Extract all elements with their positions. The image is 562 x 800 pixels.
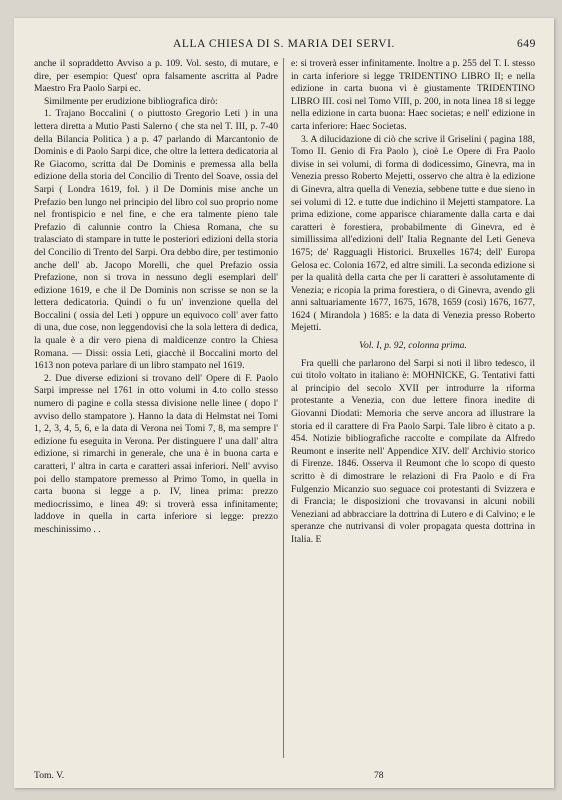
running-title: ALLA CHIESA DI S. MARIA DEI SERVI. xyxy=(172,38,395,50)
column-rule xyxy=(283,58,284,758)
right-column xyxy=(291,58,535,547)
running-head xyxy=(14,38,554,52)
paragraph: anche il sopraddetto Avviso a p. 109. Vol. sesto, di mutare, e dire, per esempio: Quest' opra falsamente ascritta al Padre Maestro Fra Paolo Sarpi ec. xyxy=(34,58,278,95)
paragraph: 1. Trajano Boccalini ( o piuttosto Gregorio Leti ) in una lettera diretta a Mutio Pasti Salerno ( che sta nel T. III, p. 7-40 della Bilancia Politica ) a p. 47 parlando di Marcantonio de Dominis e di Paolo Sarpi dice, che oltre la lettera dedicatoria al Re Giacomo, scritta dal De Dominis e premessa alla bella edizione della storia del Concilio di Trento del Soave, ossia del Sarpi ( Londra 1619, fol. ) il De Dominis mise anche un Prefazio ben lungo nel principio del libro col suo proprio nome nel frontispicio e nel fine, e che era talmente pieno tale Prefazio di calunnie contro la Chiesa Romana, che su tralasciato di stampare in tutte le posteriori edizioni della storia del Concilio di Trento del Sarpi. Ora debbo dire, per testimonio anche dell' ab. Jacopo Morelli, che quel Prefazio ossia Prefazione, non si trova in nessuno degli esemplari dell' edizione 1619, e che il De Dominis non scrisse se non se la lettera dedicatoria. Quindi o fu un' invenzione quella del Boccalini ( ossia del Leti ) oppure un equivoco coll' aver fatto di una, due cose, non leggendovisi che la sola lettera di dedica, la quale è a dir vero piena di maldicenze contro la Chiesa Romana. — Dissi: ossia Leti, giacchè il Boccalini morto del 1613 non poteva parlare di un libro stampato nel 1619. xyxy=(34,108,278,372)
section-subheading: Vol. I, p. 92, colonna prima. xyxy=(359,340,467,352)
paragraph: 2. Due diverse edizioni si trovano dell' Opere di F. Paolo Sarpi impresse nel 1761 in otto volumi in 4.to collo stesso numero di pagine e colla stessa divisione nelle linee ( dopo l' avviso dello stampatore ). Hanno la data di Helmstat nei Tomi 1, 2, 3, 4, 5, 6, e la data di Verona nei Tomi 7, 8, ma sempre l' edizione fu eseguita in Verona. Per distinguere l' una dall' altra edizione, si rimarchi in generale, che una è in buona carta e caratteri, l' altra in carta e caratteri assai inferiori. Nell' avviso poi dello stampatore premesso al Primo Tomo, in quella in carta buona si legge a p. IV, linea prima: prezzo mediocrissimo, e linea 49: si troverà essa infinitamente; laddove in quella in carta inferiore si legge: prezzo meschinissimo . . xyxy=(34,372,278,535)
signature-mark: Tom. V. xyxy=(34,770,65,781)
page-number: 649 xyxy=(516,38,536,50)
left-column xyxy=(34,58,278,537)
paragraph: Similmente per erudizione bibliografica dirò: xyxy=(44,95,218,107)
paragraph: Fra quelli che parlarono del Sarpi si noti il libro tedesco, il cui titolo voltato in italiano è: MOHNICKE, G. Tentativi fatti al principio del secolo XVII per introdurre la riforma protestante a Venezia, con due lettere finora inedite di Giovanni Diodati: Memoria che serve ancora ad illustrare la storia ed il carattere di Fra Paolo Sarpi. Tale libro è citato a p. 454. Notizie bibliografiche raccolte e compilate da Alfredo Reumont e inserite nell' Appendice XIV. dell' Archivio storico di Firenze. 1846. Osserva il Reumont che lo scopo di questo scritto è di dimostrare le relazioni di Fra Paolo e di Fra Fulgenzio Micanzio suo seguace coi protestanti di Svizzera e di Francia; le disposizioni che trovavansi in alcuni nobili Veneziani ad abbracciare la dottrina di Lutero e di Calvino; e le speranze che nutrivansi di voler propagata questa dottrina in Italia. E xyxy=(291,357,535,545)
sheet-number: 78 xyxy=(374,770,384,781)
paragraph: 3. A dilucidazione di ciò che scrive il Griselini ( pagina 188, Tomo II. Genio di Fra Paolo ), cioè Le Opere di Fra Paolo divise in sei volumi, di forma di dodicessimo, Ginevra, ma in Venezia presso Roberto Mejetti, osservo che altra è la edizione di Ginevra, altra quella di Venezia, sebbene tutte e due sieno in sei volumi di 12. e tutte due indichino il Mejetti stampatore. La prima edizione, come appariscе chiaramente dalla carta e dai caratteri è forestiera, probabilmente di Ginevra, ed è simillissima all'edizioni dell' Italia Regnante del Leti Geneva 1675; de' Ragguagli Historici. Bruxelles 1674; dell' Europa Gelosa ec. Colonia 1672, ed altre simili. La seconda edizione si per la qualità della carta che per li caratteri è assolutamente di Venezia; e ricopia la prima forestiera, o di Ginevra, avendo gli anni saltuariamente 1677, 1675, 1678, 1659 (così) 1676, 1677, 1624 ( Mirandola ) 1685: e la data di Venezia presso Roberto Mejetti. xyxy=(291,133,535,334)
paragraph: e: si troverà esser infinitamente. Inoltre a p. 255 del T. I. stesso in carta inferiore si legge TRIDENTINO LIBRO II; e nella edizione in carta buona vi è giustamente TRIDENTINO LIBRO III. così nel Tomo VIII, p. 200, in nota linea 18 si legge nella edizione in carta buona: Haec societas; e nell' edizione in carta inferiore: Haec Societas. xyxy=(291,58,535,132)
book-page xyxy=(14,18,554,788)
